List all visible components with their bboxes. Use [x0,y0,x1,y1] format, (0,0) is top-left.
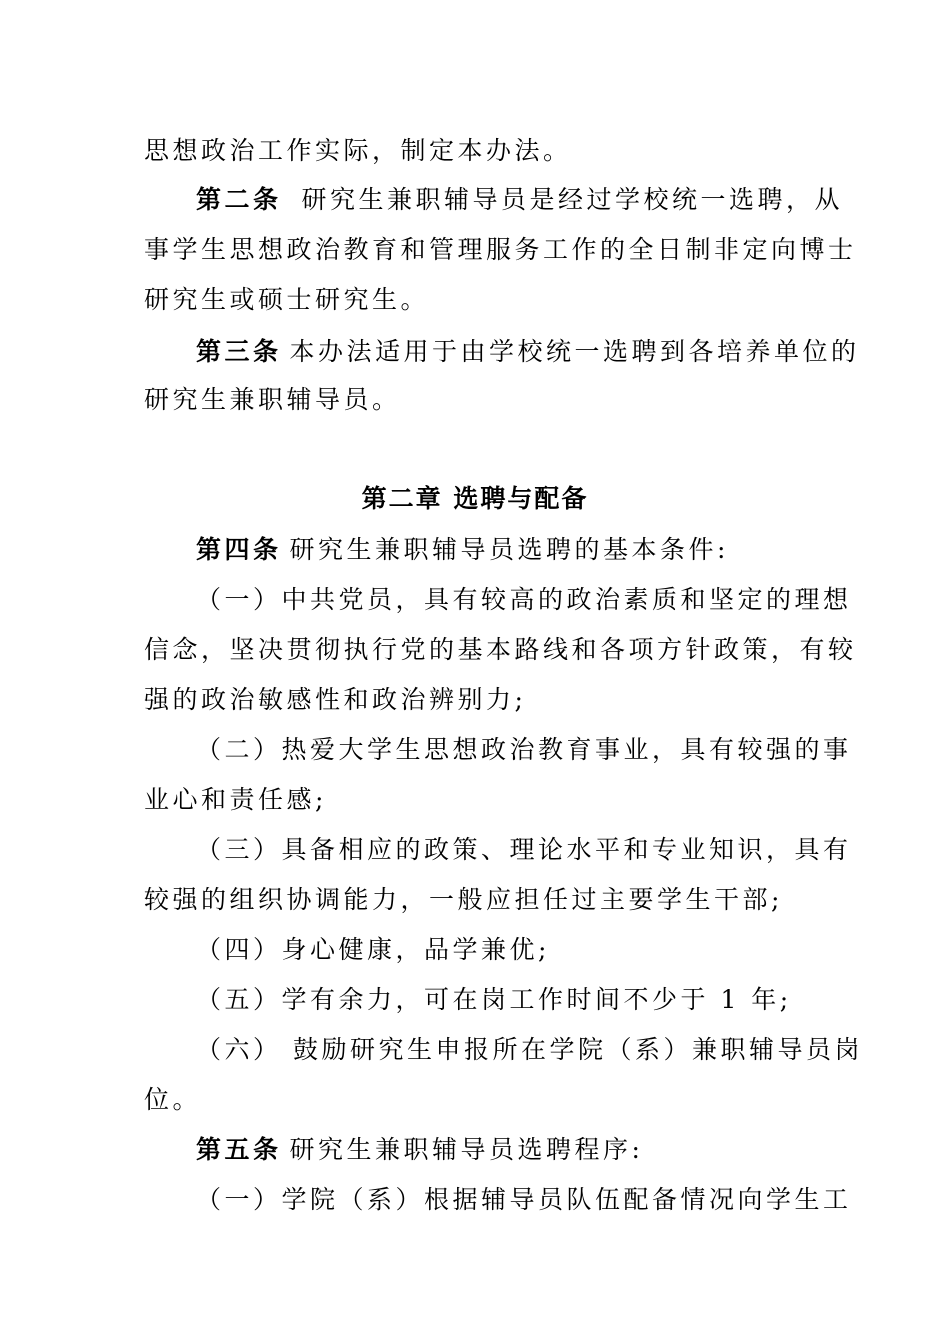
article-2-title: 第二条 [196,185,282,214]
article-4-title: 第四条 [196,535,282,564]
paragraph-line: （一）学院（系）根据辅导员队伍配备情况向学生工 [196,1185,852,1214]
article-5-title: 第五条 [196,1135,282,1164]
article-2-text: 研究生兼职辅导员是经过学校统一选聘，从 [301,185,844,214]
paragraph-line: 事学生思想政治教育和管理服务工作的全日制非定向博士 [144,235,857,264]
paragraph-line: 位。 [144,1085,202,1114]
paragraph-line: 思想政治工作实际，制定本办法。 [144,136,572,165]
paragraph-line: （一）中共党员，具有较高的政治素质和坚定的理想 [196,585,852,614]
article-3-title: 第三条 [196,337,282,366]
paragraph-line: （四）身心健康，品学兼优; [196,935,550,964]
paragraph-line: （五）学有余力，可在岗工作时间不少于 1 年; [196,985,792,1014]
paragraph-line: 较强的组织协调能力，一般应担任过主要学生干部; [144,885,783,914]
paragraph-line: （二）热爱大学生思想政治教育事业，具有较强的事 [196,735,852,764]
article-5-text: 研究生兼职辅导员选聘程序: [289,1135,644,1164]
paragraph-line: 业心和责任感; [144,785,327,814]
chapter-heading: 第二章 选聘与配备 [361,484,589,513]
paragraph-line: （六） 鼓励研究生申报所在学院（系）兼职辅导员岗 [196,1035,863,1064]
article-4-line-1 [196,533,806,567]
paragraph-line: 信念，坚决贯彻执行党的基本路线和各项方针政策，有较 [144,635,857,664]
article-3-text: 本办法适用于由学校统一选聘到各培养单位的 [289,337,860,366]
article-4-text: 研究生兼职辅导员选聘的基本条件: [289,535,729,564]
paragraph-line: 研究生兼职辅导员。 [144,385,401,414]
article-5-line-1 [196,1133,806,1167]
article-3-line-1 [196,335,860,369]
article-2-line-1 [196,183,844,217]
paragraph-line: 强的政治敏感性和政治辨别力; [144,685,527,714]
paragraph-line: 研究生或硕士研究生。 [144,285,430,314]
paragraph-line: （三）具备相应的政策、理论水平和专业知识，具有 [196,835,852,864]
